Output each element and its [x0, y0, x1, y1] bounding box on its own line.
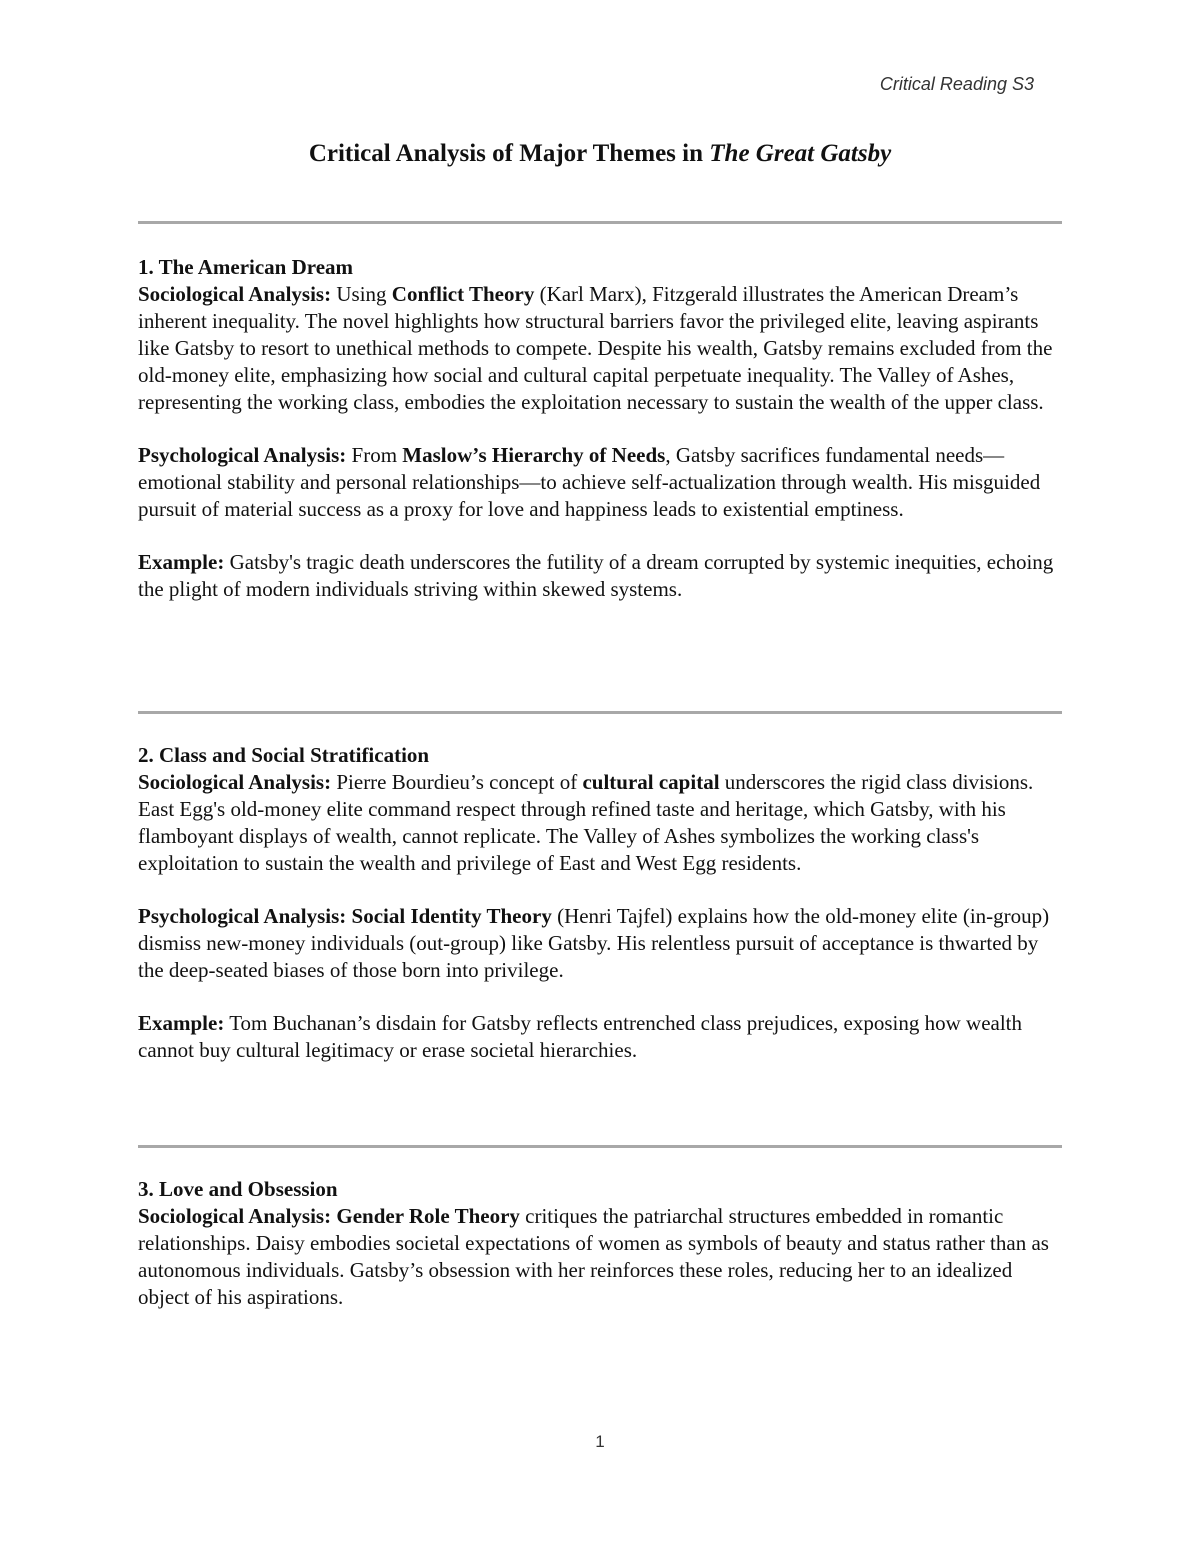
- section-love-obsession: [138, 1176, 1063, 1311]
- paragraph-text: (Henri Tajfel) explains how the old-money elite (in-group) dismiss new-money individuals (out-group) like Gatsby. His relentless pursuit of acceptance is thwarted by the deep-seated biases of those born into privilege.: [138, 904, 1050, 982]
- section-american-dream: [138, 254, 1063, 603]
- paragraph-text: (Karl Marx), Fitzgerald illustrates the American Dream’s inherent inequality. The novel highlights how structural barriers favor the privileged elite, leaving aspirants like Gatsby to resort to unethical methods to compete. Despite his wealth, Gatsby remains excluded from the old-money elite, emphasizing how social and cultural capital perpetuate inequality. The Valley of Ashes, representing the working class, embodies the exploitation necessary to sustain the wealth of the upper class.: [138, 282, 1053, 414]
- psychological-analysis-paragraph: [138, 442, 1063, 523]
- running-header: Critical Reading S3: [879, 74, 1034, 94]
- paragraph-text: Gatsby's tragic death underscores the futility of a dream corrupted by systemic inequities, echoing the plight of modern individuals striving within skewed systems.: [138, 550, 1054, 601]
- paragraph-label: Example:: [138, 550, 225, 574]
- theory-name: Gender Role Theory: [336, 1204, 520, 1228]
- paragraph-text: underscores the rigid class divisions. East Egg's old-money elite command respect through refined taste and heritage, which Gatsby, with his flamboyant displays of wealth, cannot replicate. The Valley of Ashes symbolizes the working class's exploitation to sustain the wealth and privilege of East and West Egg residents.: [138, 770, 1034, 875]
- example-paragraph: [138, 1010, 1063, 1064]
- paragraph-label: Psychological Analysis:: [138, 443, 347, 467]
- paragraph-label: Psychological Analysis:: [138, 904, 347, 928]
- paragraph-text: , Gatsby sacrifices fundamental needs—emotional stability and personal relationships—to achieve self-actualization through wealth. His misguided pursuit of material success as a proxy for love and happiness leads to existential emptiness.: [138, 443, 1041, 521]
- sociological-analysis-paragraph: [138, 769, 1063, 877]
- paragraph-text: critiques the patriarchal structures embedded in romantic relationships. Daisy embodies societal expectations of women as symbols of beauty and status rather than as autonomous individuals. Gatsby’s obsession with her reinforces these roles, reducing her to an idealized object of his aspirations.: [138, 1204, 1049, 1309]
- paragraph-text: Tom Buchanan’s disdain for Gatsby reflects entrenched class prejudices, exposing how wealth cannot buy cultural legitimacy or erase societal hierarchies.: [138, 1011, 1022, 1062]
- document-title: [0, 140, 1200, 168]
- section-divider: [138, 711, 1062, 714]
- paragraph-text: From: [346, 443, 403, 467]
- theory-name: Social Identity Theory: [351, 904, 552, 928]
- section-divider: [138, 221, 1062, 224]
- paragraph-label: Sociological Analysis:: [138, 1204, 332, 1228]
- section-divider: [138, 1145, 1062, 1148]
- section-heading: 1. The American Dream: [138, 255, 354, 279]
- section-class-stratification: [138, 742, 1063, 1064]
- section-heading: 3. Love and Obsession: [138, 1177, 338, 1201]
- theory-name: Maslow’s Hierarchy of Needs: [402, 443, 666, 467]
- paragraph-label: Sociological Analysis:: [138, 770, 332, 794]
- paragraph-label: Example:: [138, 1011, 225, 1035]
- paragraph-label: Sociological Analysis:: [138, 282, 332, 306]
- section-heading: 2. Class and Social Stratification: [138, 743, 430, 767]
- paragraph-text: Pierre Bourdieu’s concept of: [331, 770, 583, 794]
- sociological-analysis-paragraph: [138, 1203, 1063, 1311]
- title-prefix: Critical Analysis of Major Themes in: [308, 140, 710, 167]
- sociological-analysis-paragraph: [138, 281, 1063, 416]
- title-book-name: The Great Gatsby: [709, 140, 892, 167]
- example-paragraph: [138, 549, 1063, 603]
- theory-name: cultural capital: [582, 770, 720, 794]
- theory-name: Conflict Theory: [391, 282, 535, 306]
- page-number: 1: [595, 1432, 605, 1451]
- psychological-analysis-paragraph: [138, 903, 1063, 984]
- paragraph-text: Using: [331, 282, 392, 306]
